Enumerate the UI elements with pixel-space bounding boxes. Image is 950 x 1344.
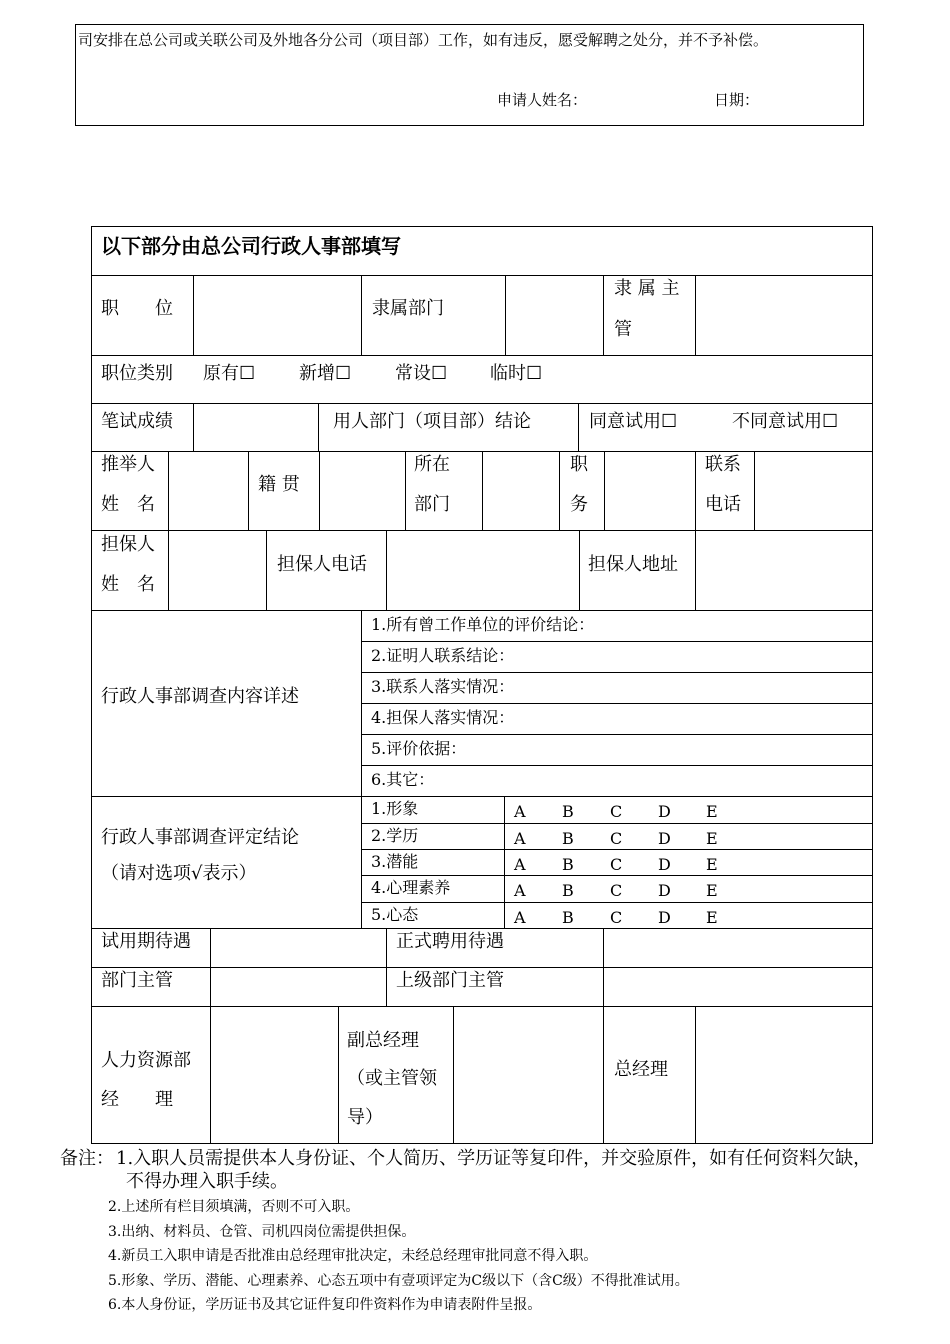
remark-item: 不得办理入职手续。 bbox=[126, 1171, 288, 1192]
grade-option[interactable]: A bbox=[514, 855, 526, 874]
hr-form-table bbox=[91, 226, 873, 1144]
referrer-dept-label-line2: 部门 bbox=[414, 494, 450, 515]
native-place-field[interactable] bbox=[320, 452, 405, 530]
guarantor-label-line1: 担保人 bbox=[101, 534, 155, 555]
hr-manager-signature-field[interactable] bbox=[211, 1007, 338, 1144]
guarantor-phone-label: 担保人电话 bbox=[277, 554, 367, 575]
exam-label: 笔试成绩 bbox=[101, 411, 173, 432]
gm-signature-field[interactable] bbox=[696, 1007, 873, 1144]
guarantor-phone-field[interactable] bbox=[387, 531, 579, 610]
evaluation-item: 1.形象 bbox=[371, 799, 419, 818]
probation-field[interactable] bbox=[211, 929, 386, 967]
grade-option[interactable]: D bbox=[658, 855, 671, 874]
guarantor-name-field[interactable] bbox=[169, 531, 266, 610]
grade-option[interactable]: E bbox=[706, 802, 718, 821]
grade-option[interactable]: D bbox=[658, 881, 671, 900]
guarantor-address-field[interactable] bbox=[696, 531, 873, 610]
remark-item: 2.上述所有栏目须填满，否则不可入职。 bbox=[108, 1199, 360, 1215]
grade-option[interactable]: D bbox=[658, 829, 671, 848]
form-title: 以下部分由总公司行政人事部填写 bbox=[101, 234, 401, 258]
dept-conclusion-label: 用人部门（项目部）结论 bbox=[333, 411, 531, 432]
grade-option[interactable]: B bbox=[562, 855, 574, 874]
vp-label-line2: （或主管领 bbox=[347, 1068, 437, 1089]
date-label: 日期： bbox=[714, 91, 760, 109]
grade-option[interactable]: B bbox=[562, 908, 574, 927]
referrer-job-label-line2: 务 bbox=[570, 494, 588, 515]
investigation-item[interactable]: 2.证明人联系结论： bbox=[371, 646, 515, 665]
category-option-permanent[interactable]: 常设☐ bbox=[395, 363, 448, 384]
grade-option[interactable]: A bbox=[514, 802, 526, 821]
remark-item: 1.入职人员需提供本人身份证、个人简历、学历证等复印件，并交验原件，如有任何资料欠缺， bbox=[116, 1148, 872, 1169]
grade-option[interactable]: B bbox=[562, 802, 574, 821]
declaration-box bbox=[75, 24, 864, 126]
grade-option[interactable]: B bbox=[562, 829, 574, 848]
investigation-item[interactable]: 4.担保人落实情况： bbox=[371, 708, 515, 727]
remark-item: 5.形象、学历、潜能、心理素养、心态五项中有壹项评定为C级以下（含C级）不得批准试用。 bbox=[108, 1273, 689, 1289]
grade-option[interactable]: D bbox=[658, 802, 671, 821]
upper-dept-head-label: 上级部门主管 bbox=[396, 970, 504, 991]
hr-manager-label-line2: 经 理 bbox=[101, 1089, 173, 1110]
referrer-job-field[interactable] bbox=[605, 452, 695, 530]
vp-label-line1: 副总经理 bbox=[347, 1030, 419, 1051]
vp-label-line3: 导） bbox=[347, 1107, 383, 1128]
grade-option[interactable]: E bbox=[706, 829, 718, 848]
guarantor-label-line2: 姓 名 bbox=[101, 574, 155, 595]
remark-item: 3.出纳、材料员、仓管、司机四岗位需提供担保。 bbox=[108, 1224, 416, 1240]
grade-option[interactable]: A bbox=[514, 829, 526, 848]
grade-option[interactable]: E bbox=[706, 855, 718, 874]
evaluation-hint: （请对选项√表示） bbox=[101, 863, 257, 884]
category-option-temporary[interactable]: 临时☐ bbox=[490, 363, 543, 384]
referrer-dept-label-line1: 所在 bbox=[414, 454, 450, 475]
remark-item: 6.本人身份证，学历证书及其它证件复印件资料作为申请表附件呈报。 bbox=[108, 1297, 542, 1313]
category-label: 职位类别 bbox=[101, 363, 173, 384]
referrer-name-field[interactable] bbox=[169, 452, 248, 530]
investigation-item[interactable]: 3.联系人落实情况： bbox=[371, 677, 515, 696]
dept-label: 隶属部门 bbox=[372, 298, 444, 319]
upper-dept-head-field[interactable] bbox=[604, 968, 873, 1006]
evaluation-item: 5.心态 bbox=[371, 905, 419, 924]
referrer-label-line2: 姓 名 bbox=[101, 494, 155, 515]
grade-option[interactable]: C bbox=[610, 908, 623, 927]
formal-employment-field[interactable] bbox=[604, 929, 873, 967]
grade-option[interactable]: C bbox=[610, 881, 623, 900]
grade-option[interactable]: C bbox=[610, 802, 623, 821]
guarantor-address-label: 担保人地址 bbox=[588, 554, 678, 575]
gm-label: 总经理 bbox=[614, 1059, 668, 1080]
supervisor-label-line1: 隶 属 主 bbox=[614, 278, 680, 299]
probation-label: 试用期待遇 bbox=[101, 931, 191, 952]
grade-options-row bbox=[514, 855, 754, 874]
grade-options-row bbox=[514, 829, 754, 848]
agree-option[interactable]: 同意试用☐ bbox=[589, 411, 678, 432]
applicant-name-label: 申请人姓名： bbox=[497, 91, 588, 109]
remarks-prefix: 备注： bbox=[60, 1148, 114, 1169]
supervisor-label-line2: 管 bbox=[614, 319, 632, 340]
grade-option[interactable]: A bbox=[514, 881, 526, 900]
grade-option[interactable]: E bbox=[706, 908, 718, 927]
grade-option[interactable]: C bbox=[610, 829, 623, 848]
grade-options-row bbox=[514, 802, 754, 821]
declaration-text: 司安排在总公司或关联公司及外地各分公司（项目部）工作，如有违反，愿受解聘之处分，并不予补偿。 bbox=[78, 31, 769, 49]
evaluation-item: 3.潜能 bbox=[371, 852, 419, 871]
grade-option[interactable]: A bbox=[514, 908, 526, 927]
dept-head-label: 部门主管 bbox=[101, 970, 173, 991]
contact-phone-field[interactable] bbox=[755, 452, 873, 530]
investigation-item[interactable]: 1.所有曾工作单位的评价结论： bbox=[371, 615, 595, 634]
referrer-dept-field[interactable] bbox=[483, 452, 559, 530]
referrer-job-label-line1: 职 bbox=[570, 454, 588, 475]
category-option-existing[interactable]: 原有☐ bbox=[203, 363, 256, 384]
category-option-new[interactable]: 新增☐ bbox=[299, 363, 352, 384]
dept-field[interactable] bbox=[506, 276, 603, 355]
grade-options-row bbox=[514, 881, 754, 900]
vp-signature-field[interactable] bbox=[454, 1007, 603, 1144]
disagree-option[interactable]: 不同意试用☐ bbox=[732, 411, 839, 432]
investigation-label: 行政人事部调查内容详述 bbox=[101, 686, 299, 707]
evaluation-label: 行政人事部调查评定结论 bbox=[101, 827, 299, 848]
supervisor-field[interactable] bbox=[696, 276, 873, 355]
investigation-item[interactable]: 5.评价依据： bbox=[371, 739, 467, 758]
remark-item: 4.新员工入职申请是否批准由总经理审批决定，未经总经理审批同意不得入职。 bbox=[108, 1248, 598, 1264]
evaluation-item: 4.心理素养 bbox=[371, 878, 451, 897]
referrer-label-line1: 推举人 bbox=[101, 454, 155, 475]
hr-manager-label-line1: 人力资源部 bbox=[101, 1050, 191, 1071]
grade-option[interactable]: B bbox=[562, 881, 574, 900]
formal-employment-label: 正式聘用待遇 bbox=[396, 931, 504, 952]
contact-phone-label-line1: 联系 bbox=[705, 454, 741, 475]
native-place-label: 籍 贯 bbox=[258, 474, 300, 495]
dept-head-field[interactable] bbox=[211, 968, 386, 1006]
evaluation-item: 2.学历 bbox=[371, 826, 419, 845]
contact-phone-label-line2: 电话 bbox=[705, 494, 741, 515]
exam-score-field[interactable] bbox=[194, 404, 318, 451]
grade-option[interactable]: D bbox=[658, 908, 671, 927]
grade-option[interactable]: E bbox=[706, 881, 718, 900]
position-label: 职 位 bbox=[101, 298, 173, 319]
grade-option[interactable]: C bbox=[610, 855, 623, 874]
position-field[interactable] bbox=[194, 276, 361, 355]
grade-options-row bbox=[514, 908, 754, 927]
investigation-item[interactable]: 6.其它： bbox=[371, 770, 435, 789]
